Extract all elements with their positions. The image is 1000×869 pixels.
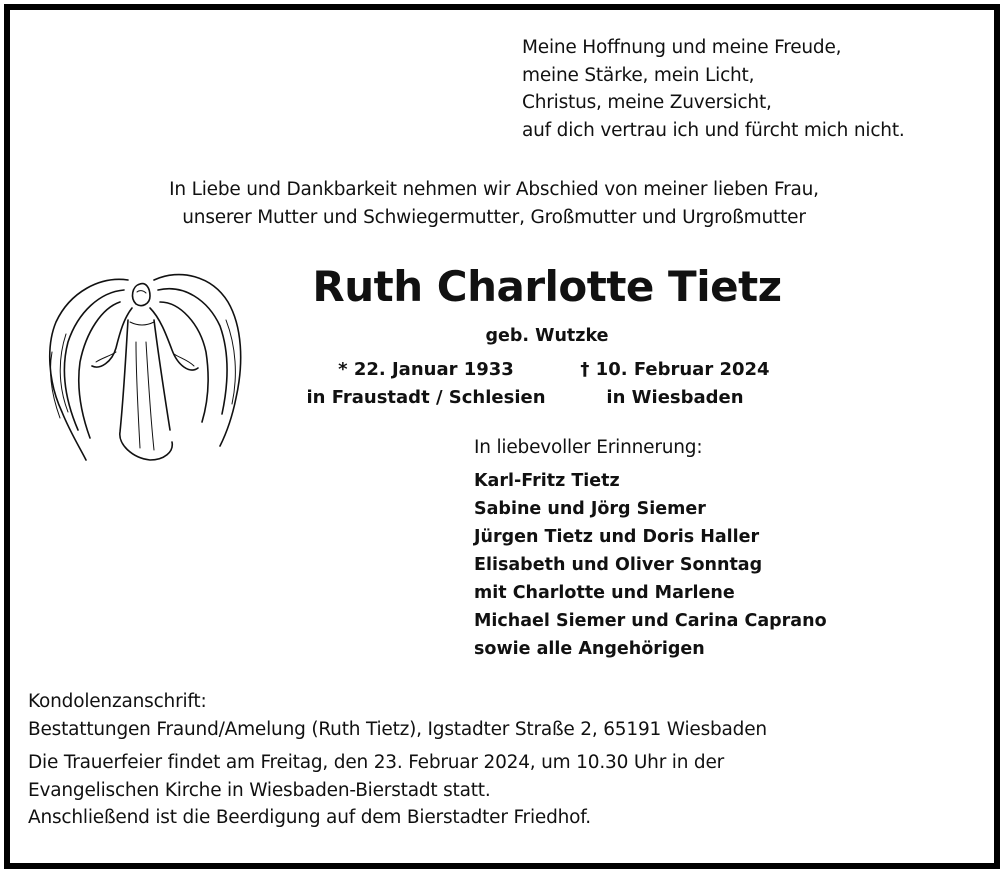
mourner-name: Michael Siemer und Carina Caprano	[474, 611, 827, 631]
death-info	[560, 356, 790, 412]
birth-date: * 22. Januar 1933	[338, 359, 514, 380]
footer-info	[28, 688, 767, 832]
death-place: in Wiesbaden	[606, 387, 744, 408]
mourner-name: Elisabeth und Oliver Sonntag	[474, 555, 763, 575]
ceremony-line: Anschließend ist die Beerdigung auf dem Bierstadter Friedhof.	[28, 807, 591, 828]
birth-place: in Fraustadt / Schlesien	[306, 387, 546, 408]
motto-verse	[522, 34, 905, 144]
farewell-intro	[0, 176, 988, 231]
motto-line: Christus, meine Zuversicht,	[522, 92, 772, 113]
mourner-name: sowie alle Angehörigen	[474, 639, 705, 659]
motto-line: auf dich vertrau ich und fürcht mich nicht.	[522, 119, 905, 141]
birth-name: geb. Wutzke	[485, 326, 609, 346]
motto-line: Meine Hoffnung und meine Freude,	[522, 37, 842, 58]
motto-line: meine Stärke, mein Licht,	[522, 64, 755, 86]
mourners-title: In liebevoller Erinnerung:	[474, 437, 703, 458]
mourners-list	[474, 467, 827, 663]
death-date: † 10. Februar 2024	[580, 359, 770, 380]
ceremony-line: Die Trauerfeier findet am Freitag, den 23. Februar 2024, um 10.30 Uhr in der	[28, 752, 725, 773]
condolence-address: Bestattungen Fraund/Amelung (Ruth Tietz), Igstadter Straße 2, 65191 Wiesbaden	[28, 718, 767, 740]
deceased-name: Ruth Charlotte Tietz	[312, 262, 782, 311]
ceremony-line: Evangelischen Kirche in Wiesbaden-Bierstadt statt.	[28, 779, 491, 801]
mourner-name: Sabine und Jörg Siemer	[474, 499, 706, 519]
mourner-name: mit Charlotte und Marlene	[474, 583, 735, 603]
intro-line: In Liebe und Dankbarkeit nehmen wir Abschied von meiner lieben Frau,	[169, 179, 819, 200]
condolence-label: Kondolenzanschrift:	[28, 691, 207, 712]
birth-info	[296, 356, 556, 412]
mourner-name: Jürgen Tietz und Doris Haller	[474, 527, 760, 547]
mourner-name: Karl-Fritz Tietz	[474, 471, 620, 491]
intro-line: unserer Mutter und Schwiegermutter, Großmutter und Urgroßmutter	[182, 206, 806, 228]
